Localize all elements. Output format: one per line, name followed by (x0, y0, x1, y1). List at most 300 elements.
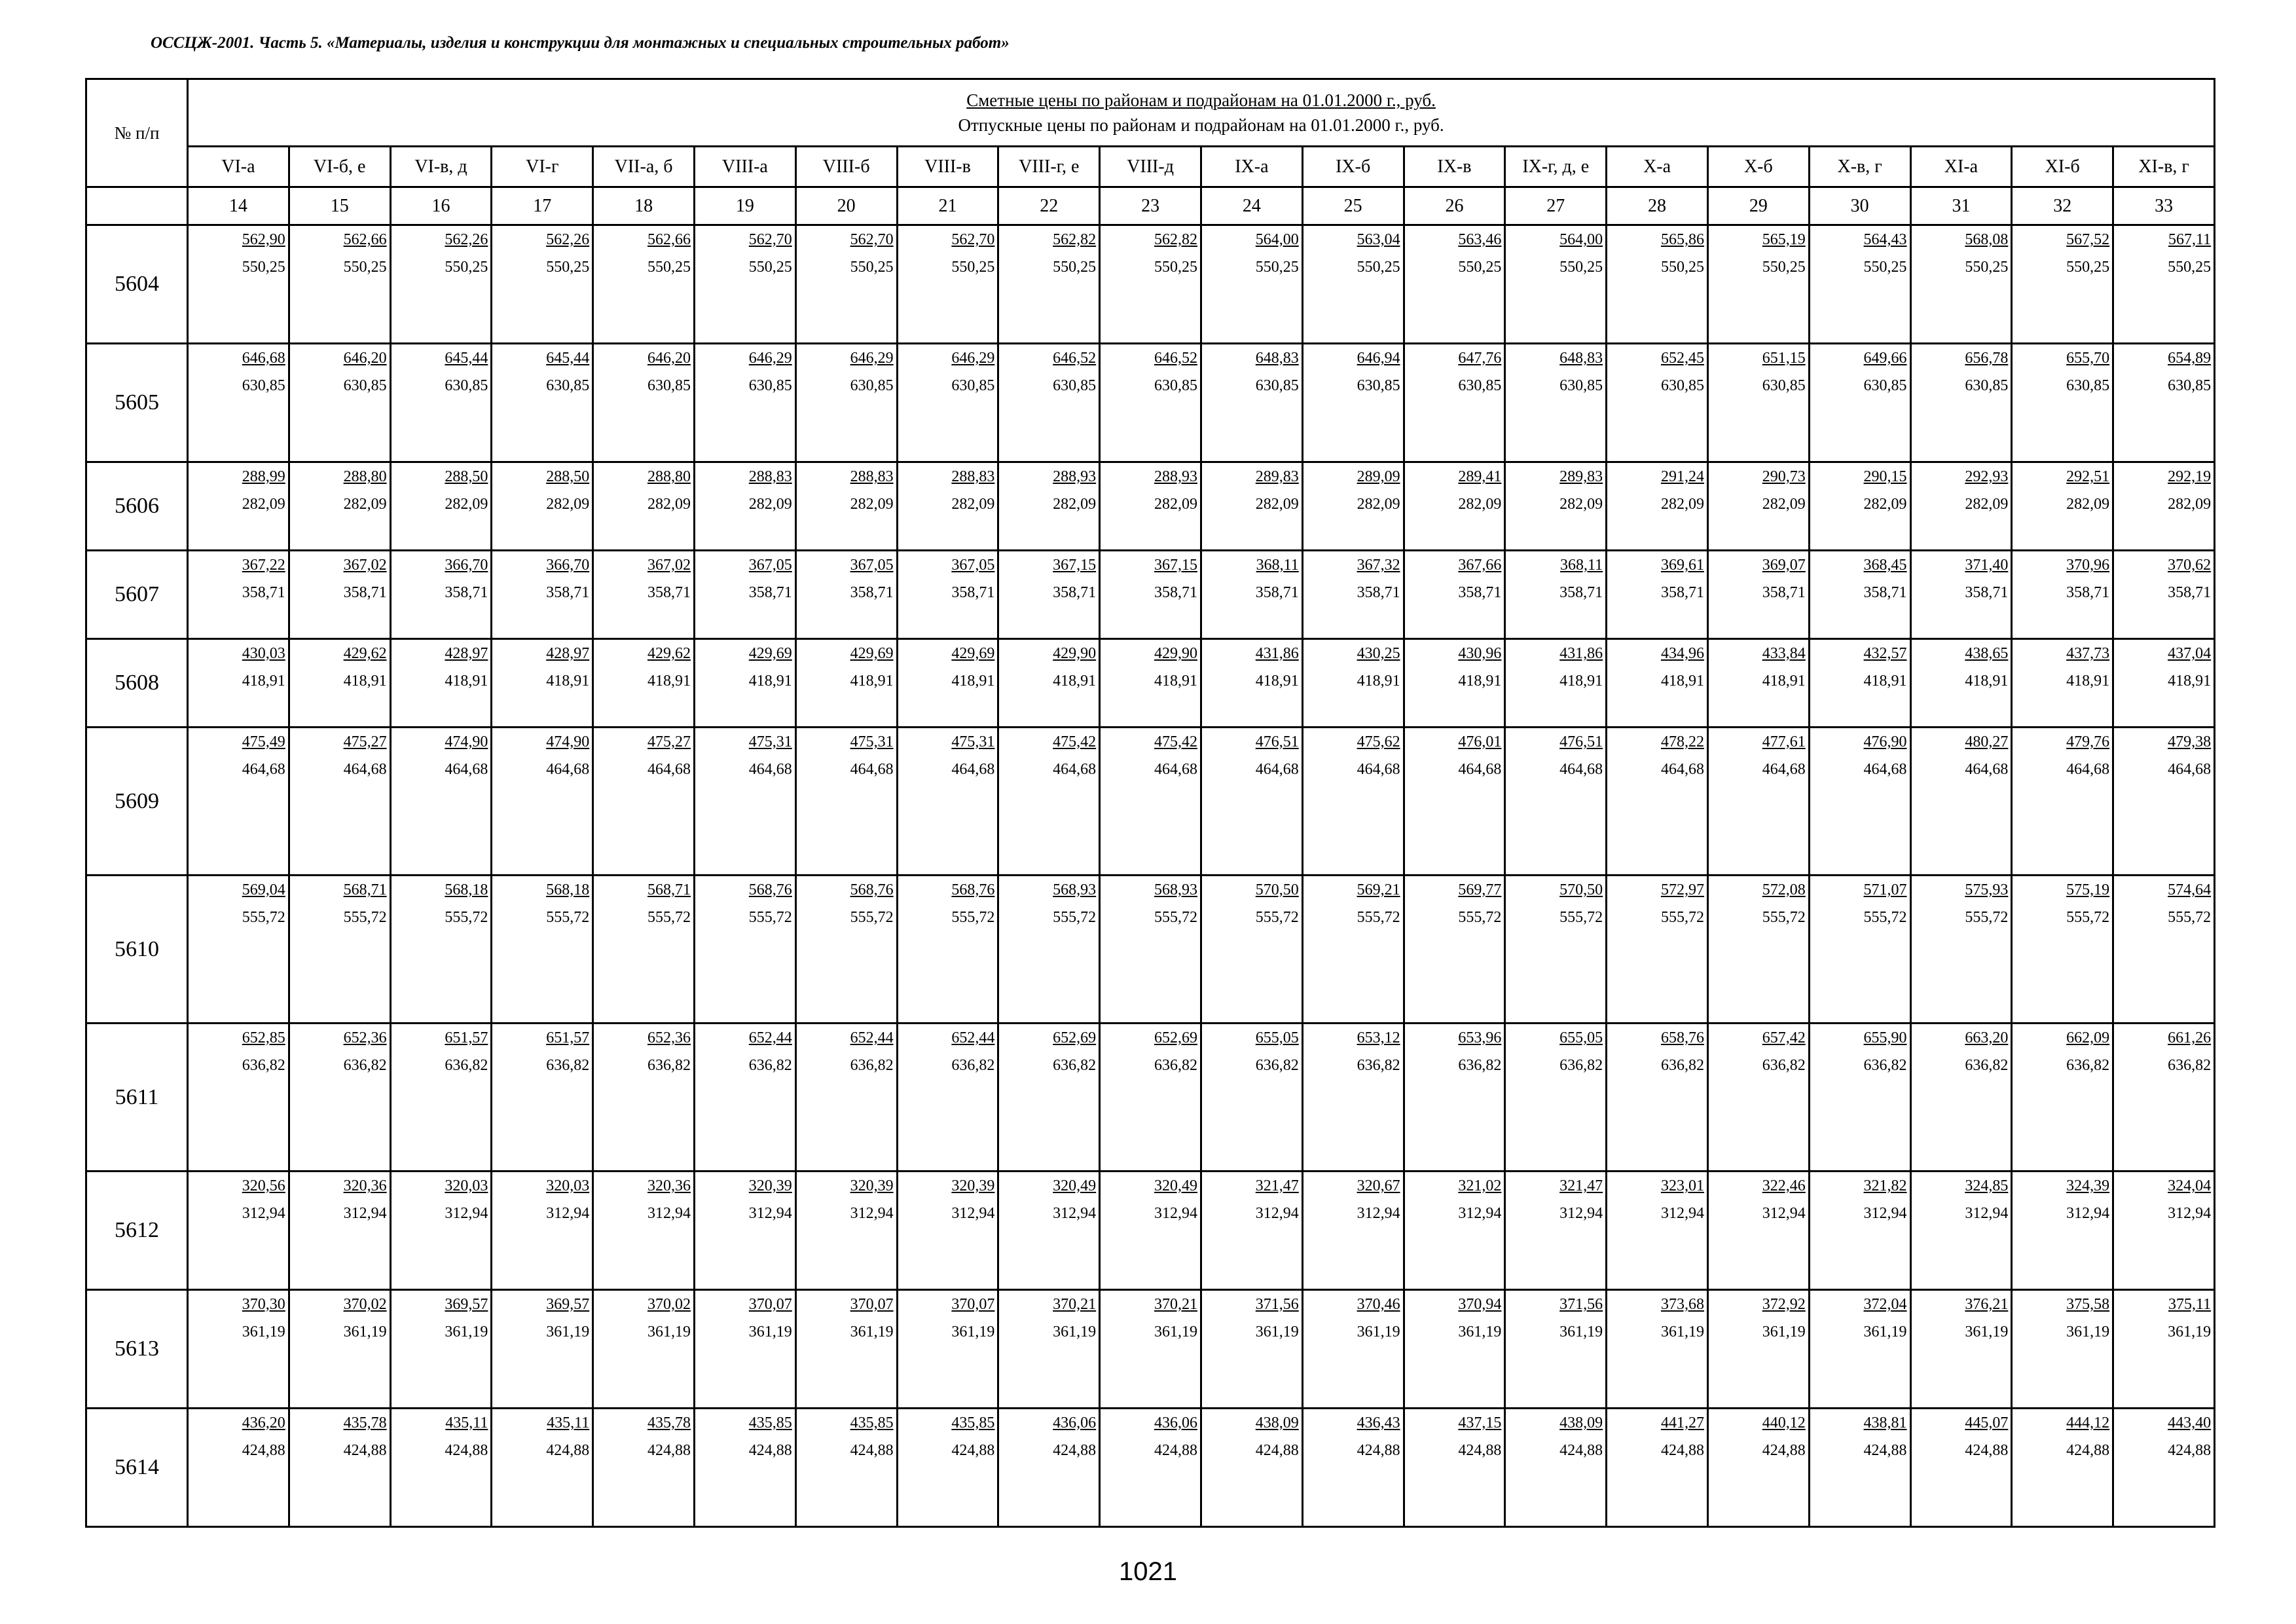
estimate-price: 441,27 (1660, 1414, 1704, 1431)
estimate-price: 289,09 (1357, 468, 1400, 485)
price-cell (390, 1024, 492, 1172)
estimate-price: 572,08 (1762, 881, 1806, 898)
release-price: 550,25 (748, 259, 792, 276)
release-price: 630,85 (748, 377, 792, 394)
release-price: 555,72 (748, 909, 792, 926)
price-cell (1302, 876, 1404, 1024)
estimate-price: 569,77 (1458, 881, 1502, 898)
release-price: 358,71 (1762, 584, 1806, 601)
price-cell (390, 462, 492, 551)
estimate-price: 372,04 (1863, 1296, 1907, 1313)
release-price: 630,85 (1863, 377, 1907, 394)
price-cell (1607, 344, 1708, 462)
release-price: 424,88 (951, 1442, 995, 1459)
estimate-price: 562,26 (546, 231, 590, 248)
release-price: 630,85 (1762, 377, 1806, 394)
region-header: VIII-г, е (998, 147, 1100, 187)
estimate-price: 478,22 (1660, 733, 1704, 750)
row-number: 5614 (86, 1409, 188, 1527)
estimate-price: 568,71 (647, 881, 691, 898)
release-price: 358,71 (1660, 584, 1704, 601)
estimate-price: 320,03 (546, 1177, 590, 1194)
release-price: 555,72 (1357, 909, 1400, 926)
estimate-price: 655,90 (1863, 1029, 1907, 1046)
price-cell (593, 1024, 695, 1172)
price-cell (1404, 462, 1505, 551)
estimate-price: 368,11 (1256, 557, 1299, 574)
release-price: 630,85 (445, 377, 488, 394)
price-cell (1505, 728, 1607, 876)
price-cell (2113, 728, 2215, 876)
release-price: 361,19 (1458, 1323, 1502, 1340)
estimate-price: 652,45 (1660, 350, 1704, 367)
estimate-price: 563,46 (1458, 231, 1502, 248)
price-cell (1707, 876, 1809, 1024)
column-number: 28 (1607, 187, 1708, 225)
table-row (86, 876, 2215, 1024)
price-cell (1707, 1172, 1809, 1290)
price-cell (289, 1172, 390, 1290)
estimate-price: 320,39 (951, 1177, 995, 1194)
estimate-price: 568,76 (951, 881, 995, 898)
price-cell (1505, 876, 1607, 1024)
column-number: 20 (795, 187, 897, 225)
release-price: 550,25 (1255, 259, 1299, 276)
release-price: 550,25 (546, 259, 590, 276)
table-row (86, 1024, 2215, 1172)
estimate-price: 568,76 (748, 881, 792, 898)
estimate-price: 570,50 (1255, 881, 1299, 898)
estimate-price: 562,70 (850, 231, 894, 248)
price-cell (1404, 1409, 1505, 1527)
estimate-price: 430,03 (242, 645, 285, 662)
price-cell (492, 639, 593, 728)
estimate-price: 435,85 (850, 1414, 894, 1431)
price-cell (593, 344, 695, 462)
price-cell (289, 344, 390, 462)
estimate-price: 435,11 (445, 1414, 488, 1431)
estimate-price: 367,32 (1357, 557, 1400, 574)
price-cell (1607, 728, 1708, 876)
price-cell (2012, 639, 2113, 728)
price-cell (593, 639, 695, 728)
release-price: 464,68 (1965, 761, 2009, 778)
release-price: 282,09 (1762, 496, 1806, 513)
price-cell (390, 225, 492, 344)
release-price: 424,88 (242, 1442, 285, 1459)
estimate-price: 648,83 (1559, 350, 1603, 367)
price-cell (2012, 876, 2113, 1024)
estimate-price: 322,46 (1762, 1177, 1806, 1194)
release-price: 636,82 (1863, 1057, 1907, 1074)
price-cell (897, 344, 998, 462)
release-price: 418,91 (242, 673, 285, 690)
price-cell (795, 551, 897, 639)
estimate-price: 367,66 (1458, 557, 1502, 574)
release-price: 630,85 (850, 377, 894, 394)
estimate-price: 370,96 (2066, 557, 2110, 574)
release-price: 550,25 (343, 259, 387, 276)
estimate-price: 568,71 (343, 881, 387, 898)
price-cell (289, 225, 390, 344)
price-cell (1707, 551, 1809, 639)
release-price: 636,82 (951, 1057, 995, 1074)
price-cell (1100, 1024, 1201, 1172)
release-price: 636,82 (1559, 1057, 1603, 1074)
estimate-price: 572,97 (1660, 881, 1704, 898)
release-price: 464,68 (2066, 761, 2110, 778)
price-cell (2113, 639, 2215, 728)
price-cell (1607, 225, 1708, 344)
estimate-price: 646,68 (242, 350, 285, 367)
release-price: 282,09 (1559, 496, 1603, 513)
estimate-price: 652,36 (343, 1029, 387, 1046)
estimate-price: 444,12 (2066, 1414, 2110, 1431)
price-cell (998, 551, 1100, 639)
price-cell (593, 1290, 695, 1409)
estimate-price: 562,66 (647, 231, 691, 248)
estimate-price: 435,11 (547, 1414, 590, 1431)
release-price: 550,25 (1762, 259, 1806, 276)
estimate-price: 370,07 (951, 1296, 995, 1313)
price-cell (1707, 639, 1809, 728)
release-price: 282,09 (242, 496, 285, 513)
estimate-price: 373,68 (1660, 1296, 1704, 1313)
estimate-price: 652,44 (748, 1029, 792, 1046)
release-price: 312,94 (242, 1205, 285, 1222)
estimate-price: 288,99 (242, 468, 285, 485)
price-cell (1100, 551, 1201, 639)
estimate-price: 369,07 (1762, 557, 1806, 574)
region-header: XI-в, г (2113, 147, 2215, 187)
release-price: 358,71 (1863, 584, 1907, 601)
estimate-price: 367,05 (850, 557, 894, 574)
price-cell (1505, 1172, 1607, 1290)
estimate-price: 564,43 (1863, 231, 1907, 248)
release-price: 636,82 (1255, 1057, 1299, 1074)
estimate-price: 647,76 (1458, 350, 1502, 367)
estimate-price: 651,57 (546, 1029, 590, 1046)
estimate-price: 431,86 (1559, 645, 1603, 662)
estimate-price: 429,62 (343, 645, 387, 662)
release-price: 358,71 (445, 584, 488, 601)
estimate-price: 288,50 (445, 468, 488, 485)
release-price: 361,19 (1863, 1323, 1907, 1340)
estimate-price: 565,86 (1660, 231, 1704, 248)
price-cell (1302, 1024, 1404, 1172)
estimate-price: 367,22 (242, 557, 285, 574)
release-price: 282,09 (647, 496, 691, 513)
estimate-price: 367,02 (343, 557, 387, 574)
price-cell (795, 876, 897, 1024)
estimate-price: 653,96 (1458, 1029, 1502, 1046)
estimate-price: 475,62 (1357, 733, 1400, 750)
release-price: 636,82 (1660, 1057, 1704, 1074)
price-cell (694, 1290, 795, 1409)
estimate-price: 290,73 (1762, 468, 1806, 485)
column-number: 18 (593, 187, 695, 225)
estimate-price: 320,36 (343, 1177, 387, 1194)
release-price: 312,94 (850, 1205, 894, 1222)
price-cell (289, 551, 390, 639)
price-cell (1201, 728, 1302, 876)
region-header: VIII-а (694, 147, 795, 187)
estimate-price: 321,82 (1863, 1177, 1907, 1194)
release-price: 630,85 (1357, 377, 1400, 394)
release-price: 358,71 (1255, 584, 1299, 601)
price-cell (1809, 225, 1910, 344)
release-price: 550,25 (2168, 259, 2212, 276)
price-cell (1809, 551, 1910, 639)
estimate-price: 435,78 (647, 1414, 691, 1431)
region-header: VI-а (188, 147, 289, 187)
region-header: IX-а (1201, 147, 1302, 187)
release-price: 361,19 (343, 1323, 387, 1340)
estimate-price: 474,90 (445, 733, 488, 750)
price-cell (694, 728, 795, 876)
release-price: 312,94 (546, 1205, 590, 1222)
estimate-price: 324,85 (1965, 1177, 2009, 1194)
price-cell (1404, 1024, 1505, 1172)
price-cell (1100, 225, 1201, 344)
price-cell (694, 876, 795, 1024)
release-price: 555,72 (850, 909, 894, 926)
price-cell (390, 876, 492, 1024)
release-price: 312,94 (1053, 1205, 1097, 1222)
estimate-price: 646,20 (343, 350, 387, 367)
price-cell (593, 462, 695, 551)
column-number: 24 (1201, 187, 1302, 225)
price-cell (492, 344, 593, 462)
estimate-price: 372,92 (1762, 1296, 1806, 1313)
release-price: 361,19 (1255, 1323, 1299, 1340)
release-price: 424,88 (2168, 1442, 2212, 1459)
release-price: 464,68 (1154, 761, 1197, 778)
price-cell (593, 728, 695, 876)
release-price: 464,68 (1053, 761, 1097, 778)
price-cell (1607, 1172, 1708, 1290)
release-price: 424,88 (1863, 1442, 1907, 1459)
release-price: 636,82 (242, 1057, 285, 1074)
page-number: 1021 (1119, 1557, 1177, 1586)
release-price: 282,09 (1660, 496, 1704, 513)
estimate-price: 428,97 (445, 645, 488, 662)
price-cell (1404, 344, 1505, 462)
estimate-price: 652,69 (1154, 1029, 1197, 1046)
price-cell (1201, 344, 1302, 462)
num-header: № п/п (86, 79, 188, 187)
price-cell (1910, 1290, 2012, 1409)
estimate-price: 368,45 (1863, 557, 1907, 574)
estimate-price: 652,44 (850, 1029, 894, 1046)
release-price: 282,09 (951, 496, 995, 513)
region-header: VII-а, б (593, 147, 695, 187)
release-price: 418,91 (1255, 673, 1299, 690)
release-price: 418,91 (445, 673, 488, 690)
price-cell (694, 462, 795, 551)
release-price: 630,85 (951, 377, 995, 394)
release-price: 358,71 (1965, 584, 2009, 601)
estimate-price: 653,12 (1357, 1029, 1400, 1046)
table-row (86, 462, 2215, 551)
release-price: 550,25 (951, 259, 995, 276)
column-number: 26 (1404, 187, 1505, 225)
estimate-price: 324,39 (2066, 1177, 2110, 1194)
column-number: 27 (1505, 187, 1607, 225)
price-cell (593, 551, 695, 639)
release-price: 555,72 (445, 909, 488, 926)
release-price: 630,85 (647, 377, 691, 394)
estimate-price: 320,49 (1154, 1177, 1197, 1194)
column-number: 25 (1302, 187, 1404, 225)
column-number: 29 (1707, 187, 1809, 225)
price-cell (1607, 1290, 1708, 1409)
release-price: 555,72 (1255, 909, 1299, 926)
price-cell (897, 1024, 998, 1172)
price-cell (2113, 344, 2215, 462)
estimate-price: 657,42 (1762, 1029, 1806, 1046)
release-price: 358,71 (242, 584, 285, 601)
estimate-price: 575,93 (1965, 881, 2009, 898)
release-price: 358,71 (850, 584, 894, 601)
estimate-price: 445,07 (1965, 1414, 2009, 1431)
estimate-price: 568,93 (1053, 881, 1097, 898)
release-price: 636,82 (546, 1057, 590, 1074)
estimate-price: 646,52 (1154, 350, 1197, 367)
estimate-price: 651,57 (445, 1029, 488, 1046)
price-cell (1404, 551, 1505, 639)
release-price: 361,19 (1559, 1323, 1603, 1340)
price-cell (1404, 225, 1505, 344)
estimate-price: 574,64 (2168, 881, 2212, 898)
release-price: 361,19 (1154, 1323, 1197, 1340)
estimate-price: 321,47 (1559, 1177, 1603, 1194)
release-price: 418,91 (1863, 673, 1907, 690)
price-cell (289, 876, 390, 1024)
release-price: 358,71 (647, 584, 691, 601)
release-price: 550,25 (1559, 259, 1603, 276)
estimate-price: 570,50 (1559, 881, 1603, 898)
column-number-blank (86, 187, 188, 225)
price-cell (188, 876, 289, 1024)
release-price: 282,09 (1154, 496, 1197, 513)
price-cell (390, 728, 492, 876)
price-cell (2012, 551, 2113, 639)
estimate-price: 370,21 (1154, 1296, 1197, 1313)
estimate-price: 367,05 (951, 557, 995, 574)
estimate-price: 429,90 (1053, 645, 1097, 662)
estimate-price: 438,09 (1559, 1414, 1603, 1431)
price-cell (1100, 876, 1201, 1024)
release-price: 550,25 (1863, 259, 1907, 276)
price-cell (1607, 876, 1708, 1024)
release-price: 358,71 (1053, 584, 1097, 601)
release-price: 358,71 (2168, 584, 2212, 601)
price-cell (593, 225, 695, 344)
price-cell (998, 1172, 1100, 1290)
release-price: 630,85 (546, 377, 590, 394)
region-header: VIII-в (897, 147, 998, 187)
price-cell (1100, 1409, 1201, 1527)
release-price: 424,88 (445, 1442, 488, 1459)
release-price: 464,68 (445, 761, 488, 778)
release-price: 424,88 (1255, 1442, 1299, 1459)
row-number: 5610 (86, 876, 188, 1024)
estimate-price: 435,85 (951, 1414, 995, 1431)
estimate-price: 375,58 (2066, 1296, 2110, 1313)
release-price: 358,71 (1458, 584, 1502, 601)
price-cell (694, 1024, 795, 1172)
release-price: 418,91 (1762, 673, 1806, 690)
estimate-price: 563,04 (1357, 231, 1400, 248)
release-price: 630,85 (1660, 377, 1704, 394)
release-price: 555,72 (1154, 909, 1197, 926)
release-price: 636,82 (1154, 1057, 1197, 1074)
estimate-price: 290,15 (1863, 468, 1907, 485)
release-price: 282,09 (850, 496, 894, 513)
price-cell (2012, 728, 2113, 876)
estimate-price: 367,15 (1154, 557, 1197, 574)
price-cell (390, 344, 492, 462)
release-price: 630,85 (1053, 377, 1097, 394)
estimate-price: 567,52 (2066, 231, 2110, 248)
price-cell (1809, 344, 1910, 462)
release-price: 636,82 (1053, 1057, 1097, 1074)
estimate-price: 646,29 (748, 350, 792, 367)
region-header: VIII-б (795, 147, 897, 187)
estimate-price: 367,02 (647, 557, 691, 574)
estimate-price: 370,07 (850, 1296, 894, 1313)
estimate-price: 438,09 (1255, 1414, 1299, 1431)
price-cell (2113, 1172, 2215, 1290)
estimate-price: 291,24 (1660, 468, 1704, 485)
release-price: 312,94 (1154, 1205, 1197, 1222)
release-price: 361,19 (546, 1323, 590, 1340)
price-cell (2012, 225, 2113, 344)
price-cell (593, 1409, 695, 1527)
price-cell (1707, 728, 1809, 876)
release-price: 424,88 (748, 1442, 792, 1459)
estimate-price: 370,02 (647, 1296, 691, 1313)
price-cell (1404, 639, 1505, 728)
release-price: 361,19 (1965, 1323, 2009, 1340)
estimate-price: 289,83 (1559, 468, 1603, 485)
estimate-price: 564,00 (1255, 231, 1299, 248)
release-price: 361,19 (2168, 1323, 2212, 1340)
price-cell (1201, 462, 1302, 551)
estimate-price: 565,19 (1762, 231, 1806, 248)
release-price: 282,09 (2066, 496, 2110, 513)
estimate-price: 569,21 (1357, 881, 1400, 898)
release-price: 636,82 (2066, 1057, 2110, 1074)
price-cell (2012, 344, 2113, 462)
release-price: 424,88 (1660, 1442, 1704, 1459)
release-price: 312,94 (2168, 1205, 2212, 1222)
release-price: 282,09 (546, 496, 590, 513)
estimate-price: 646,29 (951, 350, 995, 367)
price-cell (694, 551, 795, 639)
table-row (86, 639, 2215, 728)
estimate-price: 645,44 (445, 350, 488, 367)
price-cell (390, 1409, 492, 1527)
release-price: 424,88 (1458, 1442, 1502, 1459)
release-price: 312,94 (445, 1205, 488, 1222)
price-cell (1910, 1409, 2012, 1527)
price-cell (1707, 1290, 1809, 1409)
table-row (86, 1172, 2215, 1290)
estimate-price: 288,93 (1154, 468, 1197, 485)
estimate-price: 567,11 (2168, 231, 2212, 248)
